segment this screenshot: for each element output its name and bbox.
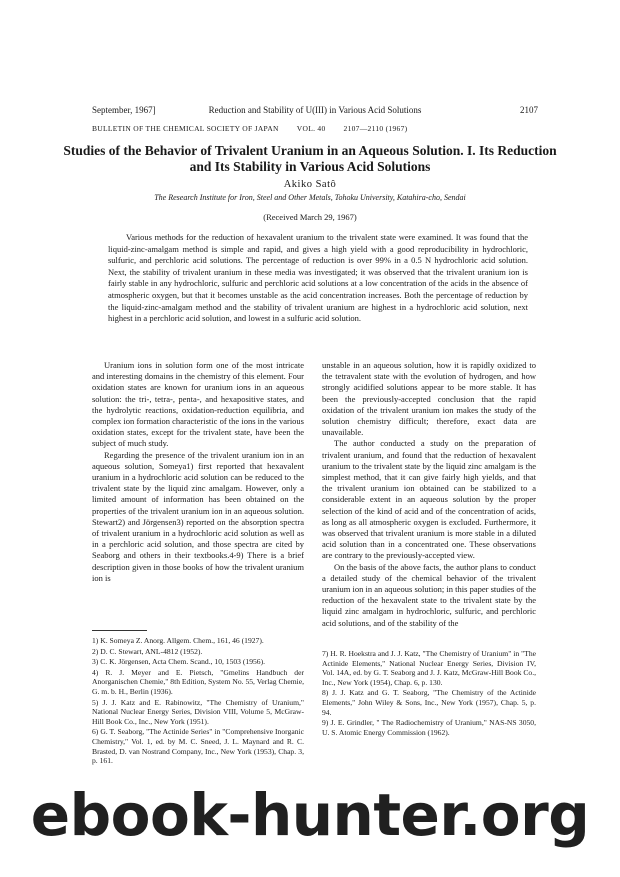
journal-line	[92, 124, 538, 133]
body-paragraph: The author conducted a study on the preparation of trivalent uranium, and found that the reduction of hexavalent uranium to the trivalent state by the liquid zinc amalgam is the simplest method, that it can give fairly high yields, and that the trivalent uranium ion obtained can be stabilized to a considerable extent in an aqueous solution by the proper selection of the kind of acid and of the concentration of acids, as long as all atmospheric oxygen is excluded. Furthermore, it was observed that trivalent uranium is more stable in a diluted acid solution than in a concentrated one. These observations are contrary to the previously-accepted view.	[322, 438, 536, 561]
reference-item: 2) D. C. Stewart, ANL-4812 (1952).	[92, 646, 203, 656]
article-author: Akiko Satô	[283, 179, 337, 190]
body-column-right	[322, 360, 536, 629]
reference-item: 7) H. R. Hoekstra and J. J. Katz, "The Chemistry of Uranium" in "The Actinide Elements," National Nuclear Energy Series, Division IV, Vol. 14A, ed. by G. T. Seaborg and J. J. Katz, McGraw-Hill Book Co., Inc., New York (1954), Chap. 6, p. 130.	[322, 649, 536, 687]
watermark: ebook-hunter.org	[30, 781, 590, 849]
reference-item: 3) C. K. Jörgensen, Acta Chem. Scand., 10, 1503 (1956).	[92, 657, 266, 667]
reference-item: 4) R. J. Meyer and E. Pietsch, "Gmelins Handbuch der Anorganischen Chemie," 8th Edition, System No. 55, Verlag Chemie, G. m. b. H., Berlin (1936).	[92, 667, 304, 696]
received-date: (Received March 29, 1967)	[263, 212, 357, 222]
journal-pages: 2107—2110 (1967)	[343, 124, 408, 133]
journal-volume: VOL. 40	[296, 124, 326, 133]
running-header-date: September, 1967]	[92, 105, 156, 115]
references-left	[92, 636, 304, 767]
body-paragraph: Regarding the presence of the trivalent uranium ion in an aqueous solution, Someya1) first reported that hexavalent uranium in a hydrochloric acid solution can be reduced to the trivalent state by the liquid zinc amalgam. However, only a limited amount of information has been obtained on the properties of the trivalent uranium ion in an aqueous solution. Stewart2) and Jörgensen3) reported on the absorption spectra of trivalent uranium in a hydrochloric acid solution as well as in a perchloric acid solution, and those spectra are cited by Seaborg and others in their textbooks.4-9) There is a brief description given in those books of how the trivalent uranium ion is	[92, 449, 304, 583]
body-paragraph: Uranium ions in solution form one of the most intricate and interesting domains in the chemistry of this element. Four oxidation states are known for uranium ions in an aqueous solution: the tri-, tetra-, penta-, and hexapositive states, and the hydrolytic reactions, oxidation-reduction equilibria, and complex ion formation characteristic of the ions in the various oxidation states, except for the trivalent state, have been the subject of much study.	[92, 360, 304, 449]
body-column-left	[92, 360, 304, 584]
author-affiliation: The Research Institute for Iron, Steel and Other Metals, Tohoku University, Katahira-cho, Sendai	[154, 193, 466, 202]
article-title: Studies of the Behavior of Trivalent Uranium in an Aqueous Solution. I. Its Reduction and Its Stability in Various Acid Solutions	[63, 143, 557, 174]
reference-item: 9) J. E. Grindler, " The Radiochemistry of Uranium," NAS-NS 3050, U. S. Atomic Energy Commission (1962).	[322, 718, 536, 737]
body-paragraph: On the basis of the above facts, the author plans to conduct a detailed study of the chemical behavior of the trivalent uranium ion in an aqueous solution; in this paper studies of the reduction of the hexavalent state to the trivalent state by the liquid zinc amalgam in hydrochloric, sulfuric, and perchloric acid solutions, and of the stability of the	[322, 561, 536, 628]
reference-item: 5) J. J. Katz and E. Rabinowitz, "The Chemistry of Uranium," National Nuclear Energy Series, Division VIII, Volume 5, McGraw-Hill Book Co., Inc., New York (1951).	[92, 697, 304, 726]
running-header-title: Reduction and Stability of U(III) in Various Acid Solutions	[208, 105, 422, 115]
running-header-page-number: 2107	[520, 105, 538, 115]
reference-item: 1) K. Someya Z. Anorg. Allgem. Chem., 161, 46 (1927).	[92, 636, 264, 645]
footnote-rule	[92, 630, 147, 631]
reference-item: 6) G. T. Seaborg, "The Actinide Series" in "Comprehensive Inorganic Chemistry," Vol. 1, ed. by M. C. Sneed, J. L. Maynard and R. C. Brasted, D. van Nostrand Company, Inc., New York (1953), Chap. 3, p. 161.	[92, 727, 304, 766]
journal-name: BULLETIN OF THE CHEMICAL SOCIETY OF JAPAN	[92, 124, 279, 133]
running-header	[92, 105, 538, 115]
body-paragraph: unstable in an aqueous solution, how it is rapidly oxidized to the tetravalent state with the evolution of hydrogen, and how strongly acidified solutions appear to be more stable. It has been the previously-accepted conclusion that the rapid oxidation of the trivalent uranium ion makes the study of the solution chemistry difficult; therefore, exact data are unavailable.	[322, 360, 536, 438]
abstract: Various methods for the reduction of hexavalent uranium to the trivalent state were examined. It was found that the liquid-zinc-amalgam method is simple and rapid, and gives a high yield with a good reproducibility in hydrochloric, sulfuric, and perchloric acid solutions. The percentage of reduction is over 99% in a 0.5 N hydrochloric acid solution. Next, the stability of trivalent uranium in these media was investigated; it was observed that the trivalent uranium ion is fairly stable in any hydrochloric, sulfuric and perchloric acid solutions at a low concentration of the acids in the absence of atmospheric oxygen, but that it becomes unstable as the acid concentration increases. Both the percentage of reduction by the liquid-zinc-amalgam method and the stability of trivalent uranium are highest in a hydrochloric acid solution, next highest in a perchloric acid solution, and lowest in a sulfuric acid solution.	[108, 232, 528, 324]
reference-item: 8) J. J. Katz and G. T. Seaborg, "The Chemistry of the Actinide Elements," John Wiley & Sons, Inc., New York (1957), Chap. 5, p. 94.	[322, 688, 536, 717]
references-right	[322, 649, 536, 738]
